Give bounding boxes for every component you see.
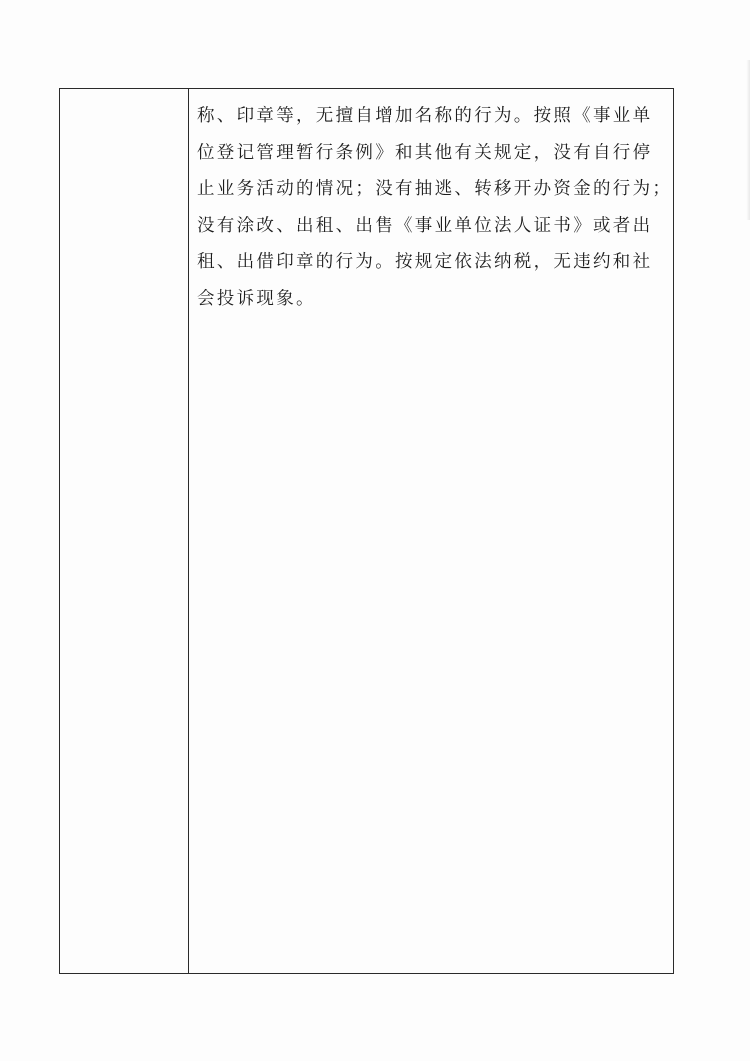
paragraph-line: 称、印章等，无擅自增加名称的行为。按照《事业单 bbox=[197, 106, 653, 126]
form-table bbox=[59, 88, 674, 974]
column-divider bbox=[188, 89, 189, 973]
paragraph-line: 没有涂改、出租、出售《事业单位法人证书》或者出 bbox=[197, 215, 653, 236]
paragraph-line: 位登记管理暂行条例》和其他有关规定，没有自行停 bbox=[197, 142, 653, 163]
body-paragraph bbox=[197, 98, 673, 318]
paragraph-line: 止业务活动的情况；没有抽逃、转移开办资金的行为； bbox=[197, 179, 673, 200]
content-cell bbox=[197, 98, 673, 318]
paragraph-line: 会投诉现象。 bbox=[197, 288, 316, 309]
paragraph-line: 租、出借印章的行为。按规定依法纳税，无违约和社 bbox=[197, 252, 653, 273]
scan-edge-shadow bbox=[746, 60, 750, 220]
label-cell bbox=[60, 89, 188, 973]
